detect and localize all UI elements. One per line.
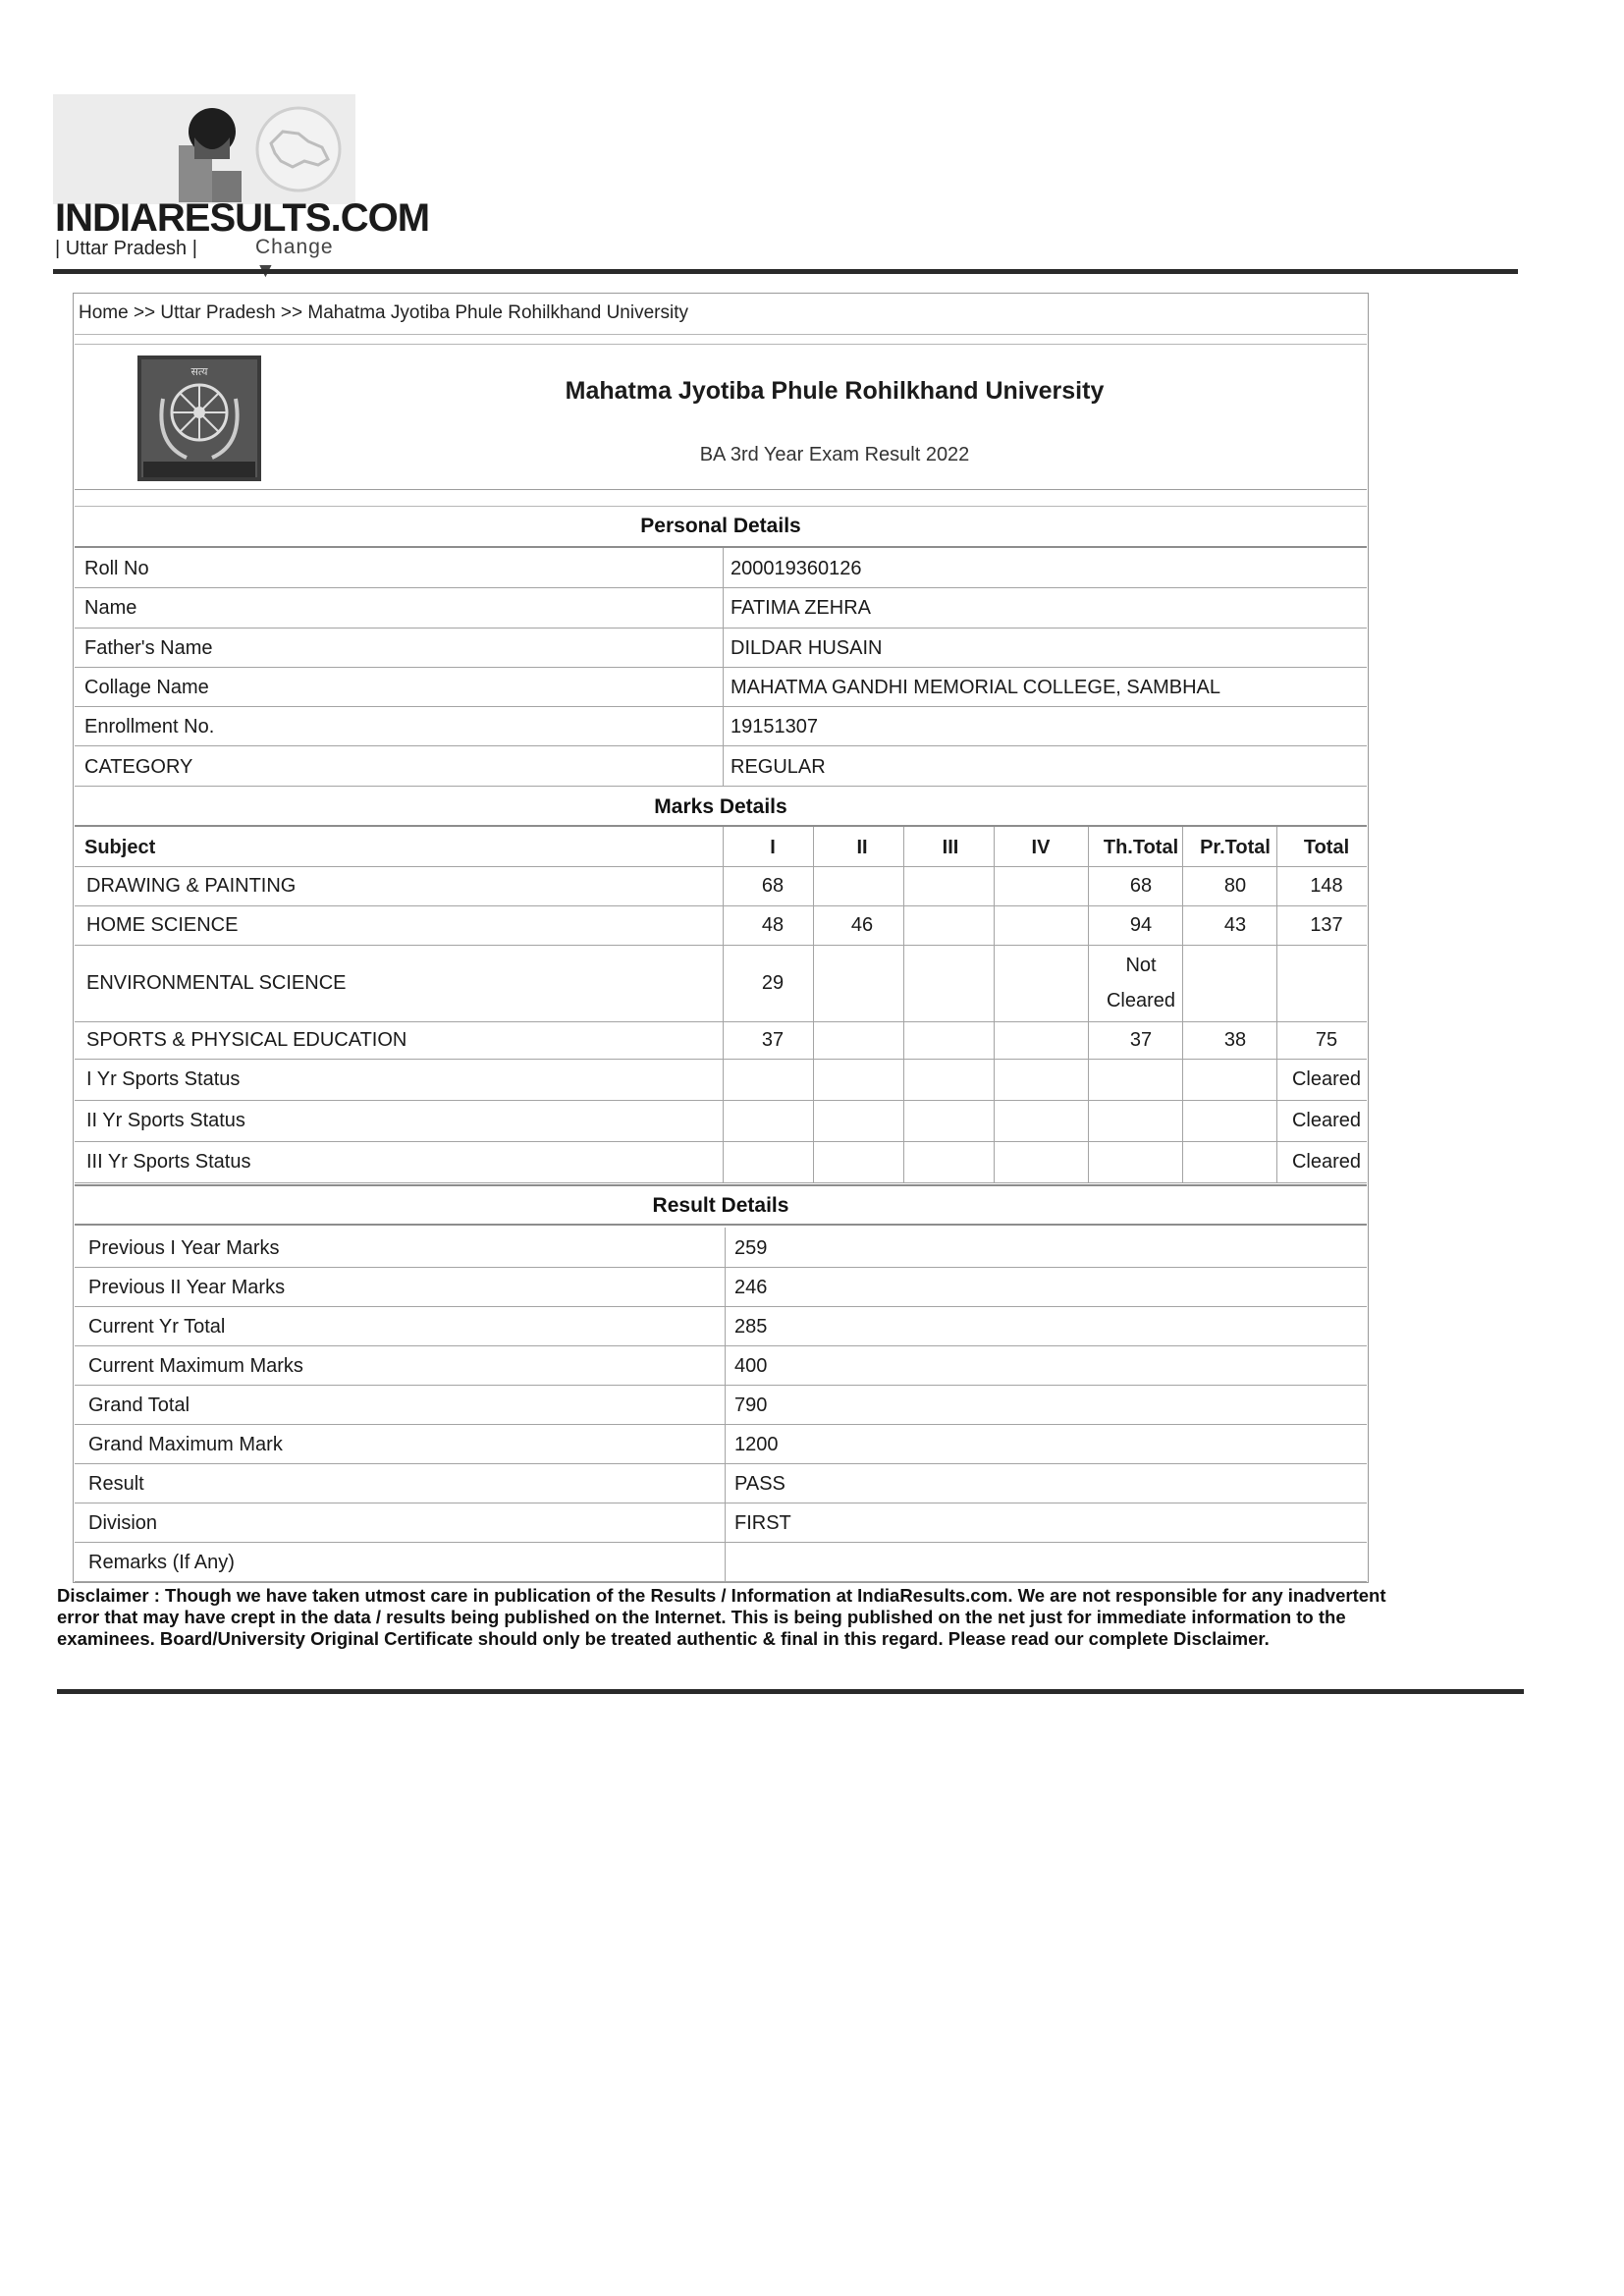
- result-row: [75, 1306, 1367, 1346]
- column-divider: [903, 827, 904, 1182]
- breadcrumb[interactable]: Home >> Uttar Pradesh >> Mahatma Jyotiba Phule Rohilkhand University: [79, 302, 688, 323]
- subject-name: DRAWING & PAINTING: [86, 875, 297, 897]
- header-rule: [53, 269, 1518, 274]
- field-value: FIRST: [734, 1512, 791, 1534]
- field-label: Result: [88, 1473, 144, 1495]
- subject-name: III Yr Sports Status: [86, 1151, 251, 1173]
- subject-name: ENVIRONMENTAL SCIENCE: [86, 972, 347, 994]
- field-value: 285: [734, 1316, 768, 1338]
- mark-value: 75: [1315, 1029, 1338, 1051]
- mark-value: 37: [761, 1029, 785, 1051]
- subject-name: SPORTS & PHYSICAL EDUCATION: [86, 1029, 407, 1051]
- university-name: Mahatma Jyotiba Phule Rohilkhand University: [565, 377, 1105, 405]
- university-seal-icon: [137, 355, 261, 481]
- mark-value: 29: [761, 972, 785, 994]
- mark-value: 43: [1223, 914, 1247, 936]
- change-state-link[interactable]: Change: [255, 236, 334, 258]
- result-row: [75, 1463, 1367, 1503]
- field-label: Previous I Year Marks: [88, 1237, 280, 1259]
- mark-value: 137: [1310, 914, 1343, 936]
- status-line: Not: [1125, 955, 1157, 976]
- mark-value: 37: [1129, 1029, 1153, 1051]
- column-header: Total: [1303, 837, 1350, 858]
- field-label: Grand Maximum Mark: [88, 1434, 283, 1455]
- column-divider: [1088, 827, 1089, 1182]
- column-divider: [994, 827, 995, 1182]
- field-label: CATEGORY: [84, 755, 193, 778]
- divider: [75, 344, 1367, 345]
- mark-value: 68: [761, 875, 785, 897]
- field-value: DILDAR HUSAIN: [731, 636, 883, 659]
- personal-row: [75, 746, 1367, 787]
- field-value: FATIMA ZEHRA: [731, 597, 871, 620]
- field-value: 246: [734, 1277, 768, 1298]
- mark-value: 80: [1223, 875, 1247, 897]
- mark-value: Cleared: [1291, 1068, 1362, 1090]
- column-header: III: [942, 837, 959, 858]
- divider: [75, 1224, 1367, 1226]
- logo-text: INDIARESULTS.COM: [55, 196, 430, 240]
- result-details-title: Result Details: [652, 1194, 789, 1217]
- field-label: Previous II Year Marks: [88, 1277, 286, 1298]
- exam-title: BA 3rd Year Exam Result 2022: [699, 444, 970, 465]
- mark-value: 46: [850, 914, 874, 936]
- field-label: Father's Name: [84, 636, 213, 659]
- column-header: Pr.Total: [1200, 837, 1271, 858]
- column-divider: [1182, 827, 1183, 1182]
- divider: [75, 1184, 1367, 1186]
- column-divider: [813, 827, 814, 1182]
- result-row: [75, 1385, 1367, 1425]
- state-label: | Uttar Pradesh |: [55, 238, 197, 259]
- personal-details-title: Personal Details: [640, 515, 801, 537]
- mark-value: Cleared: [1291, 1151, 1362, 1173]
- personal-row: [75, 628, 1367, 668]
- field-value: REGULAR: [731, 755, 826, 778]
- svg-text:सत्य: सत्य: [190, 365, 208, 378]
- subject-name: HOME SCIENCE: [86, 914, 239, 936]
- disclaimer: Disclaimer : Though we have taken utmost care in publication of the Results / Information at IndiaResults.com. We are not responsible for any inadvertent error that may have crept in the data / results being published on the Internet. This is being published on the net just for immediate information to the examinees. Board/University Original Certificate should only be treated authentic & final in this regard. Please read our complete Disclaimer.: [57, 1585, 1386, 1649]
- column-header: Subject: [84, 837, 156, 858]
- field-label: Current Yr Total: [88, 1316, 226, 1338]
- subject-name: I Yr Sports Status: [86, 1068, 241, 1090]
- mark-value: 94: [1129, 914, 1153, 936]
- status-line: Cleared: [1106, 990, 1176, 1011]
- marks-row: [75, 1141, 1367, 1183]
- marks-details-title: Marks Details: [654, 795, 787, 818]
- field-label: Roll No: [84, 558, 149, 579]
- footer-rule: [57, 1689, 1524, 1694]
- marks-row: [75, 1059, 1367, 1101]
- field-value: PASS: [734, 1473, 785, 1495]
- result-row: [75, 1503, 1367, 1543]
- column-divider: [723, 827, 724, 1182]
- mark-value: 48: [761, 914, 785, 936]
- column-divider: [725, 1228, 726, 1581]
- field-value: 790: [734, 1394, 768, 1416]
- personal-row: [75, 548, 1367, 588]
- mark-value: 148: [1310, 875, 1343, 897]
- field-label: Name: [84, 597, 137, 620]
- field-value: 1200: [734, 1434, 779, 1455]
- field-label: Grand Total: [88, 1394, 190, 1416]
- personal-row: [75, 706, 1367, 746]
- result-row: [75, 1542, 1367, 1582]
- column-divider: [1276, 827, 1277, 1182]
- divider: [75, 334, 1367, 335]
- marks-row: [75, 1100, 1367, 1142]
- divider: [75, 489, 1367, 490]
- field-value: 259: [734, 1237, 768, 1259]
- personal-row: [75, 587, 1367, 628]
- field-label: Division: [88, 1512, 158, 1534]
- subject-name: II Yr Sports Status: [86, 1110, 245, 1131]
- column-header: II: [856, 837, 868, 858]
- field-value: 19151307: [731, 716, 818, 738]
- field-value: 400: [734, 1355, 768, 1377]
- column-divider: [723, 548, 724, 786]
- field-label: Current Maximum Marks: [88, 1355, 303, 1377]
- field-value: MAHATMA GANDHI MEMORIAL COLLEGE, SAMBHAL: [731, 676, 1220, 698]
- mark-value: Cleared: [1291, 1110, 1362, 1131]
- column-header: IV: [1031, 837, 1051, 858]
- field-label: Collage Name: [84, 676, 209, 698]
- field-value: 200019360126: [731, 558, 862, 579]
- column-header: I: [770, 837, 776, 858]
- divider: [75, 506, 1367, 507]
- mark-value: 68: [1129, 875, 1153, 897]
- uttar-pradesh-map-icon: [249, 104, 348, 194]
- mark-value: 38: [1223, 1029, 1247, 1051]
- column-header: Th.Total: [1103, 837, 1179, 858]
- site-logo[interactable]: [53, 94, 430, 263]
- field-label: Enrollment No.: [84, 716, 215, 738]
- field-label: Remarks (If Any): [88, 1552, 235, 1573]
